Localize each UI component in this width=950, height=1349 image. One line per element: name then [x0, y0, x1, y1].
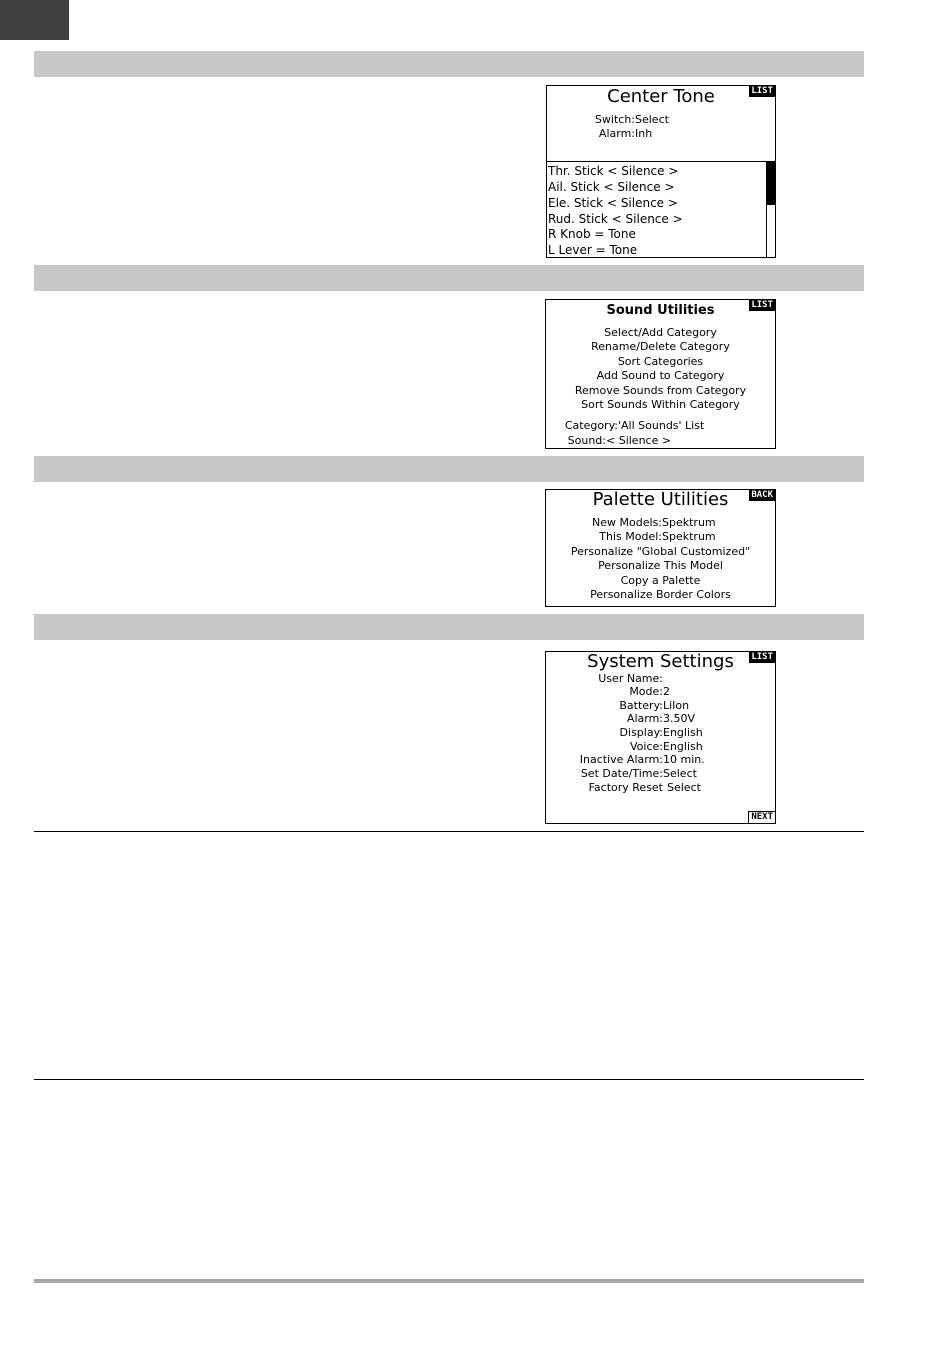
- category-row[interactable]: [546, 419, 775, 433]
- setting-label: Inactive Alarm:: [579, 753, 663, 766]
- setting-value[interactable]: English: [663, 726, 703, 739]
- section-header-bar-2: [34, 265, 864, 291]
- list-badge[interactable]: LIST: [751, 652, 773, 662]
- alarm-value[interactable]: Inh: [635, 127, 653, 140]
- section-header-bar-4: [34, 614, 864, 640]
- menu-item-personalize-model[interactable]: Personalize This Model: [598, 559, 723, 572]
- sound-value[interactable]: < Silence >: [606, 434, 672, 447]
- category-label: Category:: [564, 419, 618, 432]
- setting-row[interactable]: [546, 753, 775, 767]
- setting-value[interactable]: 3.50V: [663, 712, 696, 725]
- menu-item-border-colors[interactable]: Personalize Border Colors: [590, 588, 731, 601]
- switch-label: Switch:: [594, 113, 635, 126]
- list-badge[interactable]: LIST: [751, 300, 773, 310]
- this-model-row[interactable]: [546, 530, 775, 544]
- scrollbar-thumb[interactable]: [767, 162, 775, 205]
- setting-row[interactable]: [546, 672, 775, 686]
- back-badge[interactable]: BACK: [751, 490, 773, 500]
- setting-row[interactable]: [546, 685, 775, 699]
- menu-item-select-add-category[interactable]: Select/Add Category: [604, 326, 717, 339]
- system-settings-screen: [545, 651, 776, 824]
- alarm-row[interactable]: [547, 127, 775, 141]
- menu-item-rename-delete-category[interactable]: Rename/Delete Category: [591, 340, 730, 353]
- list-item[interactable]: R Knob = Tone: [548, 227, 636, 241]
- center-tone-screen: [546, 85, 776, 258]
- this-model-value[interactable]: Spektrum: [662, 530, 716, 543]
- new-models-row[interactable]: [546, 516, 775, 530]
- section-divider: [34, 1079, 864, 1080]
- next-badge[interactable]: NEXT: [748, 811, 775, 823]
- sound-utilities-screen: [545, 299, 776, 449]
- this-model-label: This Model:: [599, 530, 662, 543]
- tone-list: [547, 161, 775, 257]
- menu-item-add-sound[interactable]: Add Sound to Category: [596, 369, 725, 382]
- setting-row[interactable]: [546, 781, 775, 795]
- list-item[interactable]: Rud. Stick < Silence >: [548, 212, 683, 226]
- setting-value[interactable]: 2: [663, 685, 670, 698]
- menu-item-personalize-global[interactable]: Personalize "Global Customized": [570, 545, 751, 558]
- screen-title: Center Tone: [607, 86, 715, 107]
- setting-label: Mode:: [629, 685, 663, 698]
- setting-value[interactable]: 10 min.: [663, 753, 705, 766]
- list-item[interactable]: L Lever = Tone: [548, 243, 638, 257]
- section-divider: [34, 831, 864, 832]
- list-item[interactable]: Ele. Stick < Silence >: [548, 196, 678, 210]
- switch-row[interactable]: [547, 113, 775, 127]
- scrollbar[interactable]: [766, 162, 775, 257]
- setting-row[interactable]: [546, 712, 775, 726]
- alarm-label: Alarm:: [598, 127, 635, 140]
- setting-label: Alarm:: [626, 712, 663, 725]
- list-badge[interactable]: LIST: [751, 86, 773, 96]
- setting-row[interactable]: [546, 699, 775, 713]
- footer-rule: [34, 1279, 864, 1283]
- screen-title: System Settings: [587, 651, 734, 672]
- menu-item-sort-categories[interactable]: Sort Categories: [617, 355, 704, 368]
- menu-item-sort-sounds[interactable]: Sort Sounds Within Category: [581, 398, 740, 411]
- setting-label: Display:: [619, 726, 663, 739]
- palette-utilities-screen: [545, 489, 776, 607]
- setting-row[interactable]: [546, 767, 775, 781]
- sound-row[interactable]: [546, 434, 775, 448]
- menu-item-copy-palette[interactable]: Copy a Palette: [620, 574, 701, 587]
- new-models-value[interactable]: Spektrum: [662, 516, 716, 529]
- setting-value[interactable]: Select: [663, 767, 697, 780]
- category-value[interactable]: 'All Sounds' List: [618, 419, 705, 432]
- sound-label: Sound:: [567, 434, 606, 447]
- screen-title: Palette Utilities: [592, 489, 729, 510]
- new-models-label: New Models:: [592, 516, 662, 529]
- menu-item-remove-sounds[interactable]: Remove Sounds from Category: [574, 384, 747, 397]
- setting-label: User Name:: [598, 672, 663, 685]
- setting-label: Set Date/Time:: [580, 767, 663, 780]
- list-item[interactable]: Thr. Stick < Silence >: [548, 164, 679, 178]
- screen-title: Sound Utilities: [606, 303, 715, 318]
- section-header-bar-3: [34, 456, 864, 482]
- setting-value[interactable]: English: [663, 740, 703, 753]
- setting-label: Factory Reset: [588, 781, 663, 794]
- setting-label: Battery:: [619, 699, 663, 712]
- setting-value[interactable]: Select: [667, 781, 701, 794]
- section-header-bar-1: [34, 51, 864, 77]
- list-item[interactable]: Ail. Stick < Silence >: [548, 180, 675, 194]
- setting-label: Voice:: [630, 740, 663, 753]
- page-corner-tab: [0, 0, 69, 40]
- setting-value[interactable]: LiIon: [663, 699, 690, 712]
- switch-value[interactable]: Select: [635, 113, 669, 126]
- setting-row[interactable]: [546, 740, 775, 754]
- setting-row[interactable]: [546, 726, 775, 740]
